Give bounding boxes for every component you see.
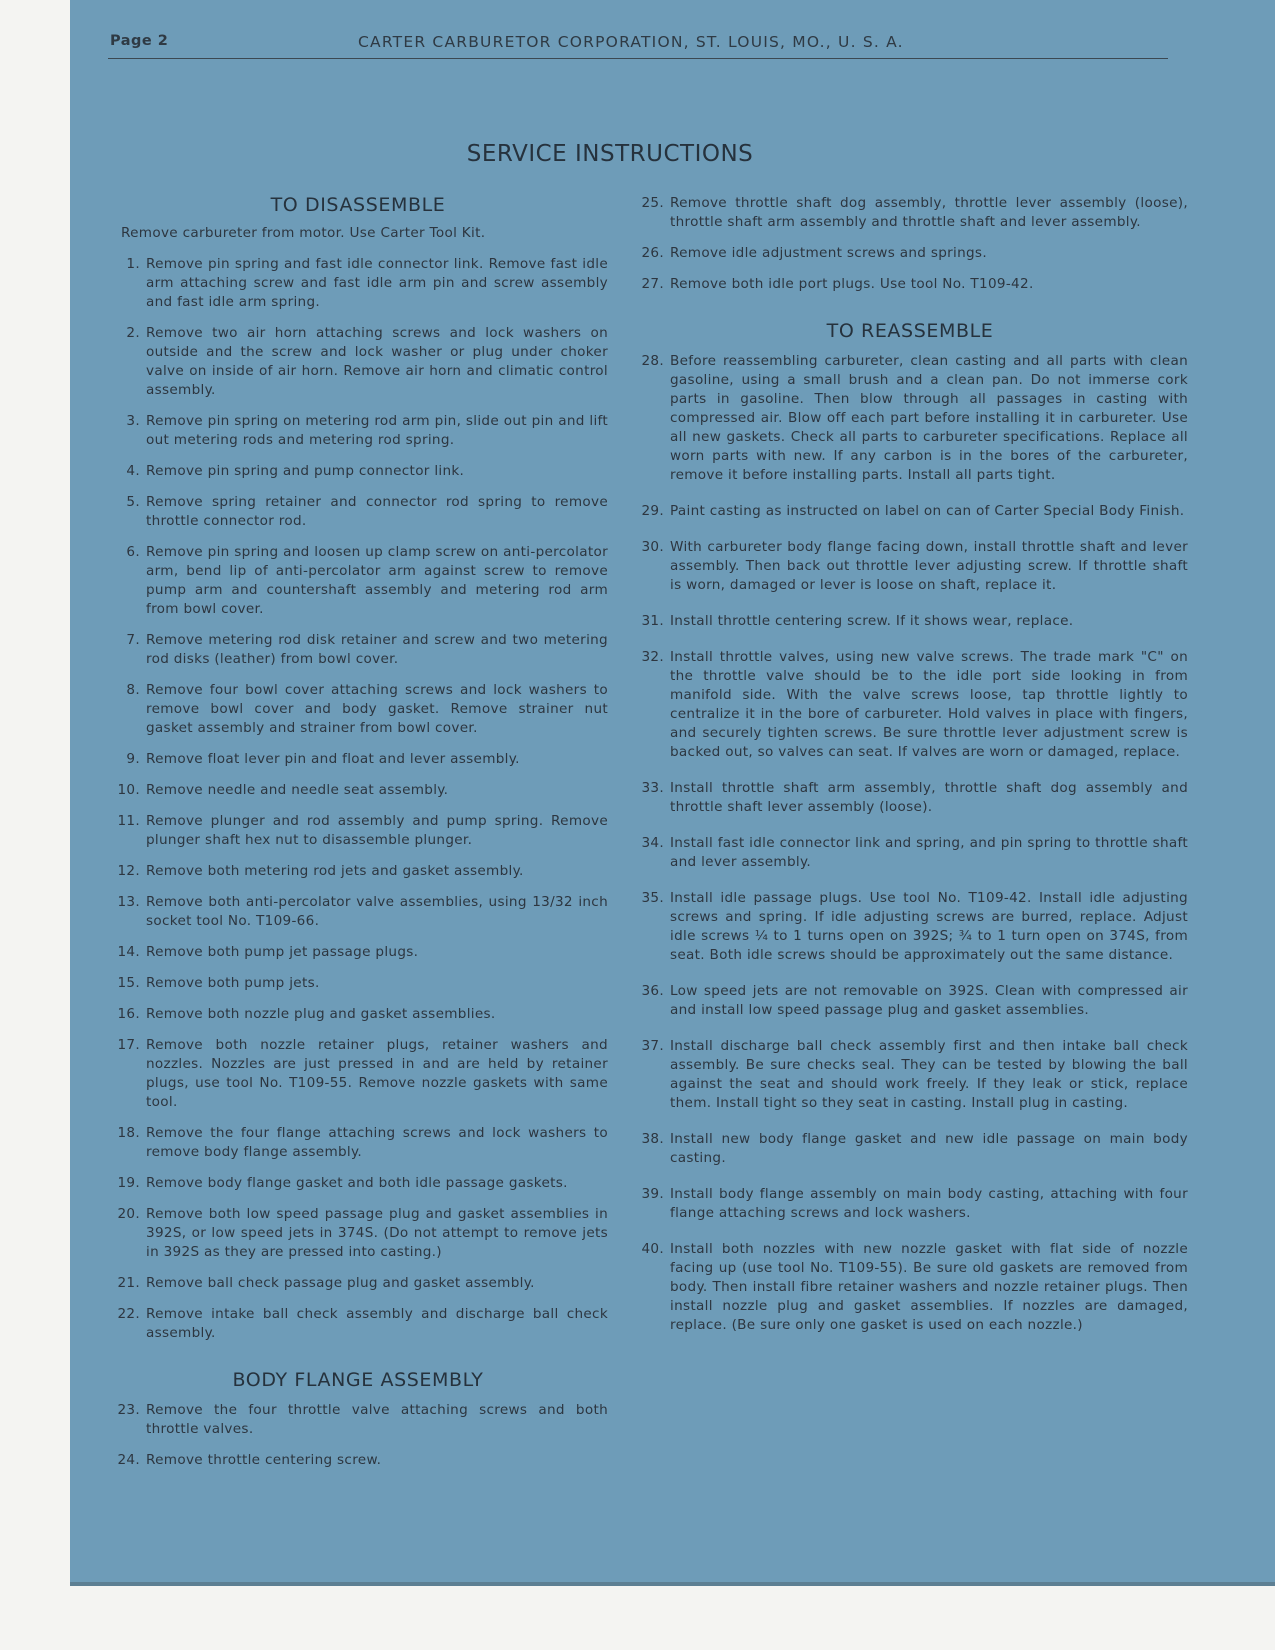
- disassemble-list: [108, 255, 608, 1343]
- item-text: Install body flange assembly on main body casting, attaching with four flange attaching screws and lock washers.: [670, 1186, 1188, 1221]
- item-text: Remove intake ball check assembly and discharge ball check assembly.: [146, 1306, 608, 1341]
- item-text: Install discharge ball check assembly first and then intake ball check assembly. Be sure checks seal. They can be tested by blowing the ball against the seat and should work freely. If they leak or stick, replace them. Install tight so they seat in casting. Install plug in casting.: [670, 1038, 1188, 1111]
- instruction-item: [108, 1124, 608, 1162]
- instruction-item: [108, 631, 608, 669]
- item-text: Remove plunger and rod assembly and pump spring. Remove plunger shaft hex nut to disassemble plunger.: [146, 813, 608, 848]
- item-text: Install throttle valves, using new valve screws. The trade mark "C" on the throttle valve should be to the idle port side looking in from manifold side. With the valve screws loose, tap throttle lightly to centralize it in the bore of carbureter. Hold valves in place with fingers, and securely tighten screws. Be sure throttle lever adjustment screw is backed out, so valves can seat. If valves are worn or damaged, replace.: [670, 649, 1188, 760]
- item-text: Remove throttle shaft dog assembly, throttle lever assembly (loose), throttle shaft arm assembly and throttle shaft and lever assembly.: [670, 195, 1188, 230]
- item-number: 35.: [641, 890, 664, 906]
- instruction-item: [632, 648, 1188, 762]
- instruction-item: [108, 750, 608, 769]
- page-number: Page 2: [110, 33, 169, 49]
- item-text: Remove the four flange attaching screws and lock washers to remove body flange assembly.: [146, 1125, 608, 1160]
- instruction-item: [108, 681, 608, 738]
- instruction-item: [632, 1130, 1188, 1168]
- item-number: 13.: [117, 894, 140, 910]
- item-text: Remove both anti-percolator valve assemblies, using 13/32 inch socket tool No. T109-66.: [146, 894, 608, 929]
- item-number: 40.: [641, 1241, 664, 1257]
- item-text: Install fast idle connector link and spring, and pin spring to throttle shaft and lever assembly.: [670, 835, 1188, 870]
- item-text: Install both nozzles with new nozzle gasket with flat side of nozzle facing up (use tool No. T109-55). Be sure old gaskets are removed from body. Then install fibre retainer washers and nozzle retainer plugs. Then install nozzle plug and gasket assemblies. If nozzles are damaged, replace. (Be sure only one gasket is used on each nozzle.): [670, 1241, 1188, 1333]
- item-text: Install throttle shaft arm assembly, throttle shaft dog assembly and throttle shaft lever assembly (loose).: [670, 780, 1188, 815]
- instruction-item: [108, 893, 608, 931]
- item-number: 14.: [117, 944, 140, 960]
- reassemble-list: [632, 352, 1188, 1335]
- item-number: 27.: [641, 276, 664, 292]
- item-number: 19.: [117, 1175, 140, 1191]
- item-number: 16.: [117, 1006, 140, 1022]
- instruction-item: [108, 812, 608, 850]
- item-number: 28.: [641, 353, 664, 369]
- right-column: [632, 194, 1188, 1335]
- item-text: Install new body flange gasket and new idle passage on main body casting.: [670, 1131, 1188, 1166]
- item-number: 11.: [117, 813, 140, 829]
- body-flange-list: [108, 1401, 608, 1470]
- item-number: 1.: [126, 256, 140, 272]
- item-text: Remove both metering rod jets and gasket assembly.: [146, 863, 524, 879]
- item-text: Install throttle centering screw. If it shows wear, replace.: [670, 613, 1074, 629]
- instruction-item: [632, 1037, 1188, 1113]
- instruction-item: [108, 1274, 608, 1293]
- instruction-item: [108, 943, 608, 962]
- item-number: 2.: [126, 325, 140, 341]
- instruction-item: [108, 781, 608, 800]
- item-text: With carbureter body flange facing down, install throttle shaft and lever assembly. Then back out throttle lever adjusting screw. If throttle shaft is worn, damaged or lever is loose on shaft, replace it.: [670, 539, 1188, 593]
- instruction-item: [632, 779, 1188, 817]
- item-number: 30.: [641, 539, 664, 555]
- instruction-item: [108, 543, 608, 619]
- instruction-item: [108, 255, 608, 312]
- instruction-item: [632, 612, 1188, 631]
- item-number: 34.: [641, 835, 664, 851]
- page-title: SERVICE INSTRUCTIONS: [466, 141, 754, 167]
- item-text: Remove float lever pin and float and lever assembly.: [146, 751, 520, 767]
- item-text: Remove both nozzle retainer plugs, retainer washers and nozzles. Nozzles are just pressed in and are held by retainer plugs, use tool No. T109-55. Remove nozzle gaskets with same tool.: [146, 1037, 608, 1110]
- item-number: 10.: [117, 782, 140, 798]
- item-text: Low speed jets are not removable on 392S. Clean with compressed air and install low speed passage plug and gasket assemblies.: [670, 983, 1188, 1018]
- instruction-item: [632, 275, 1188, 294]
- instruction-item: [632, 194, 1188, 232]
- instruction-item: [632, 1185, 1188, 1223]
- item-number: 25.: [641, 195, 664, 211]
- item-number: 26.: [641, 245, 664, 261]
- instruction-item: [108, 1305, 608, 1343]
- item-text: Remove needle and needle seat assembly.: [146, 782, 449, 798]
- item-number: 32.: [641, 649, 664, 665]
- item-text: Remove pin spring and fast idle connector link. Remove fast idle arm attaching screw and fast idle arm pin and screw assembly and fast idle arm spring.: [146, 256, 608, 310]
- item-text: Remove both pump jets.: [146, 975, 320, 991]
- item-number: 6.: [126, 544, 140, 560]
- instruction-item: [108, 1401, 608, 1439]
- instruction-item: [108, 1451, 608, 1470]
- item-number: 33.: [641, 780, 664, 796]
- item-text: Remove metering rod disk retainer and screw and two metering rod disks (leather) from bowl cover.: [146, 632, 608, 667]
- item-number: 24.: [117, 1452, 140, 1468]
- document-page: [70, 0, 1275, 1582]
- instruction-item: [108, 1174, 608, 1193]
- instruction-item: [632, 889, 1188, 965]
- item-number: 23.: [117, 1402, 140, 1418]
- instruction-item: [108, 493, 608, 531]
- company-header: CARTER CARBURETOR CORPORATION, ST. LOUIS, MO., U. S. A.: [358, 33, 904, 51]
- instruction-item: [108, 974, 608, 993]
- instruction-item: [108, 412, 608, 450]
- disassemble-heading: TO DISASSEMBLE: [270, 194, 446, 216]
- item-number: 39.: [641, 1186, 664, 1202]
- item-number: 18.: [117, 1125, 140, 1141]
- item-text: Remove both pump jet passage plugs.: [146, 944, 419, 960]
- disassemble-list-continued: [632, 194, 1188, 294]
- item-text: Remove two air horn attaching screws and lock washers on outside and the screw and lock washer or plug under choker valve on inside of air horn. Remove air horn and climatic control assembly.: [146, 325, 608, 398]
- item-text: Remove body flange gasket and both idle passage gaskets.: [146, 1175, 568, 1191]
- item-text: Remove the four throttle valve attaching screws and both throttle valves.: [146, 1402, 608, 1437]
- body-flange-heading: BODY FLANGE ASSEMBLY: [232, 1369, 484, 1391]
- item-number: 4.: [126, 463, 140, 479]
- item-text: Remove pin spring and loosen up clamp screw on anti-percolator arm, bend lip of anti-percolator arm against screw to remove pump arm and countershaft assembly and metering rod arm from bowl cover.: [146, 544, 608, 617]
- item-text: Remove both low speed passage plug and gasket assemblies in 392S, or low speed jets in 374S. (Do not attempt to remove jets in 392S as they are pressed into casting.): [146, 1206, 608, 1260]
- item-text: Remove four bowl cover attaching screws and lock washers to remove bowl cover and body gasket. Remove strainer nut gasket assembly and strainer from bowl cover.: [146, 682, 608, 736]
- item-number: 8.: [126, 682, 140, 698]
- item-number: 21.: [117, 1275, 140, 1291]
- item-number: 5.: [126, 494, 140, 510]
- item-text: Before reassembling carbureter, clean casting and all parts with clean gasoline, using a small brush and a clean pan. Do not immerse cork parts in gasoline. Then blow through all passages in casting with compressed air. Blow off each part before installing it in carbureter. Use all new gaskets. Check all parts to carbureter specifications. Replace all worn parts with new. If any carbon is in the bores of the carbureter, remove it before installing parts. Install all parts tight.: [670, 353, 1188, 483]
- instruction-item: [632, 352, 1188, 485]
- item-text: Install idle passage plugs. Use tool No. T109-42. Install idle adjusting screws and spring. If idle adjusting screws are burred, replace. Adjust idle screws ¼ to 1 turns open on 392S; ¾ to 1 turn open on 374S, from seat. Both idle screws should be approximately out the same distance.: [670, 890, 1188, 963]
- item-number: 3.: [126, 413, 140, 429]
- item-number: 9.: [126, 751, 140, 767]
- instruction-item: [108, 462, 608, 481]
- item-text: Remove throttle centering screw.: [146, 1452, 382, 1468]
- instruction-item: [632, 1240, 1188, 1335]
- reassemble-heading: TO REASSEMBLE: [826, 320, 994, 342]
- item-text: Remove pin spring and pump connector link.: [146, 463, 465, 479]
- item-number: 20.: [117, 1206, 140, 1222]
- item-number: 17.: [117, 1037, 140, 1053]
- item-number: 36.: [641, 983, 664, 999]
- item-number: 7.: [126, 632, 140, 648]
- item-number: 12.: [117, 863, 140, 879]
- item-text: Paint casting as instructed on label on can of Carter Special Body Finish.: [670, 503, 1185, 519]
- item-number: 22.: [117, 1306, 140, 1322]
- instruction-item: [632, 502, 1188, 521]
- item-text: Remove pin spring on metering rod arm pin, slide out pin and lift out metering rods and metering rod spring.: [146, 413, 608, 448]
- page-edge: [70, 1582, 1275, 1586]
- header-rule: [108, 58, 1168, 59]
- item-text: Remove both nozzle plug and gasket assemblies.: [146, 1006, 496, 1022]
- item-number: 38.: [641, 1131, 664, 1147]
- instruction-item: [108, 862, 608, 881]
- instruction-item: [632, 538, 1188, 595]
- item-number: 37.: [641, 1038, 664, 1054]
- item-number: 29.: [641, 503, 664, 519]
- item-text: Remove both idle port plugs. Use tool No. T109-42.: [670, 276, 1034, 292]
- item-text: Remove idle adjustment screws and springs.: [670, 245, 987, 261]
- instruction-item: [632, 244, 1188, 263]
- instruction-item: [108, 1036, 608, 1112]
- left-column: [108, 194, 608, 1470]
- instruction-item: [632, 982, 1188, 1020]
- instruction-item: [108, 1005, 608, 1024]
- item-text: Remove spring retainer and connector rod spring to remove throttle connector rod.: [146, 494, 608, 529]
- instruction-item: [108, 1205, 608, 1262]
- instruction-item: [632, 834, 1188, 872]
- item-number: 31.: [641, 613, 664, 629]
- instruction-item: [108, 324, 608, 400]
- item-number: 15.: [117, 975, 140, 991]
- disassemble-intro: Remove carbureter from motor. Use Carter Tool Kit.: [121, 225, 486, 241]
- item-text: Remove ball check passage plug and gasket assembly.: [146, 1275, 535, 1291]
